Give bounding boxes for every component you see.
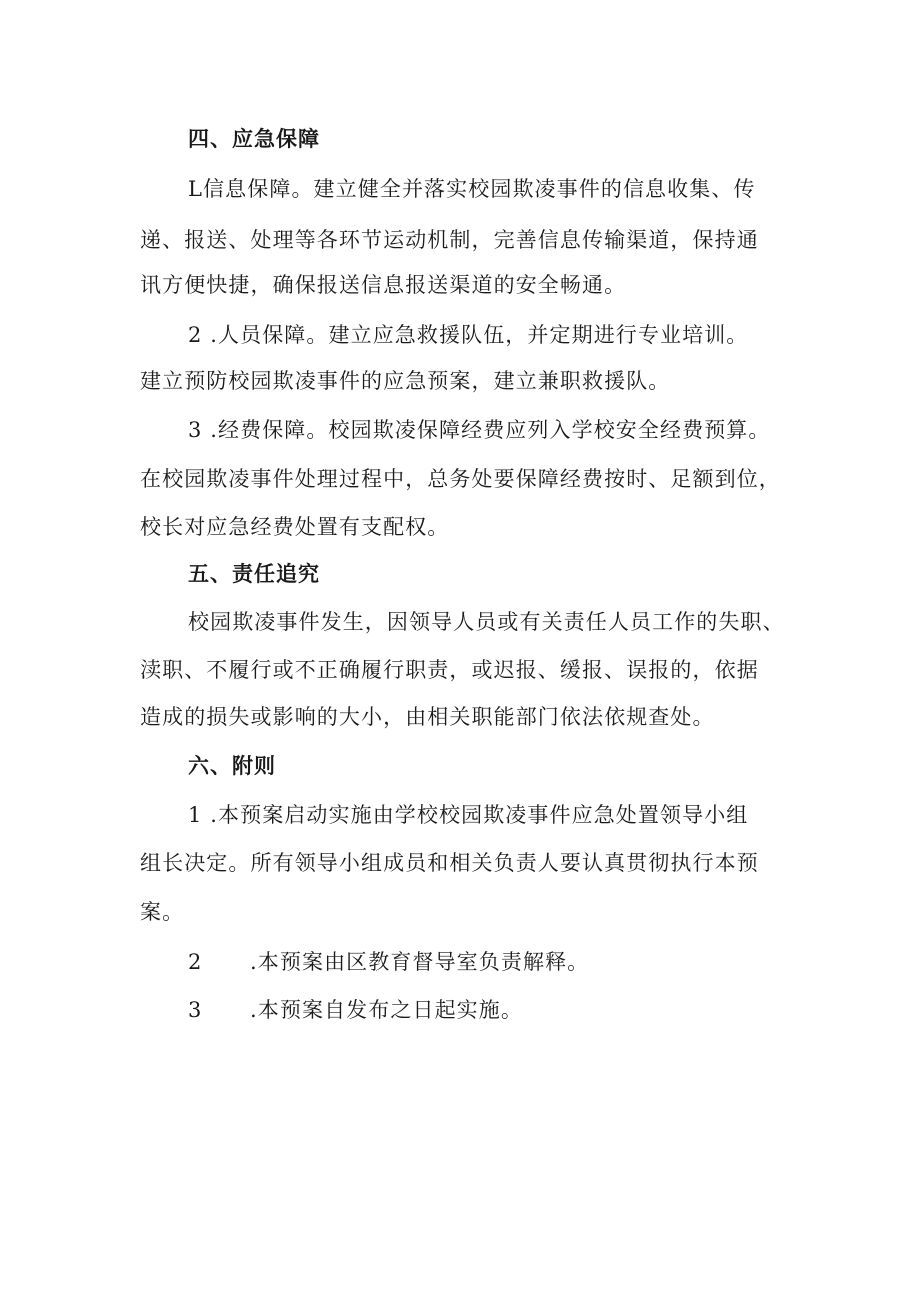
- s4-p3-line3: 校长对应急经费处置有支配权。: [140, 515, 450, 539]
- section-4-heading: 四、应急保障: [188, 127, 320, 151]
- s5-p1-line1: 校园欺凌事件发生，因领导人员或有关责任人员工作的失职、: [188, 610, 785, 634]
- section-5-heading: 五、责任追究: [188, 562, 320, 586]
- s6-p2-number: 2: [188, 950, 203, 974]
- s4-p3-line1: 3 .经费保障。校园欺凌保障经费应列入学校安全经费预算。: [188, 418, 771, 442]
- s4-p1-line2: 递、报送、处理等各环节运动机制，完善信息传输渠道，保持通: [140, 228, 759, 252]
- s4-p1-line1: L信息保障。建立健全并落实校园欺凌事件的信息收集、传: [188, 177, 756, 201]
- s6-p2-line: [188, 947, 790, 977]
- s5-p1-line3: 造成的损失或影响的大小，由相关职能部门依法依规查处。: [140, 705, 715, 729]
- s6-p1-line2: 组长决定。所有领导小组成员和相关负责人要认真贯彻执行本预: [140, 851, 759, 875]
- s4-p2-line1: 2 .人员保障。建立应急救援队伍，并定期进行专业培训。: [188, 323, 749, 347]
- s4-p2-line2: 建立预防校园欺凌事件的应急预案，建立兼职救援队。: [140, 369, 671, 393]
- s6-p3-line: [188, 995, 790, 1025]
- s5-p1-line2: 渎职、不履行或不正确履行职责，或迟报、缓报、误报的，依据: [140, 658, 759, 682]
- s6-p1-line1: 1 .本预案启动实施由学校校园欺凌事件应急处置领导小组: [188, 803, 749, 827]
- s6-p2-text: .本预案由区教育督导室负责解释。: [250, 950, 590, 974]
- s4-p3-line2: 在校园欺凌事件处理过程中，总务处要保障经费按时、足额到位，: [140, 467, 781, 491]
- section-6-heading: 六、附则: [188, 754, 276, 778]
- s6-p3-text: .本预案自发布之日起实施。: [250, 998, 523, 1022]
- s6-p1-line3: 案。: [140, 900, 185, 924]
- s4-p1-line3: 讯方便快捷，确保报送信息报送渠道的安全畅通。: [140, 273, 627, 297]
- s6-p3-number: 3: [188, 998, 203, 1022]
